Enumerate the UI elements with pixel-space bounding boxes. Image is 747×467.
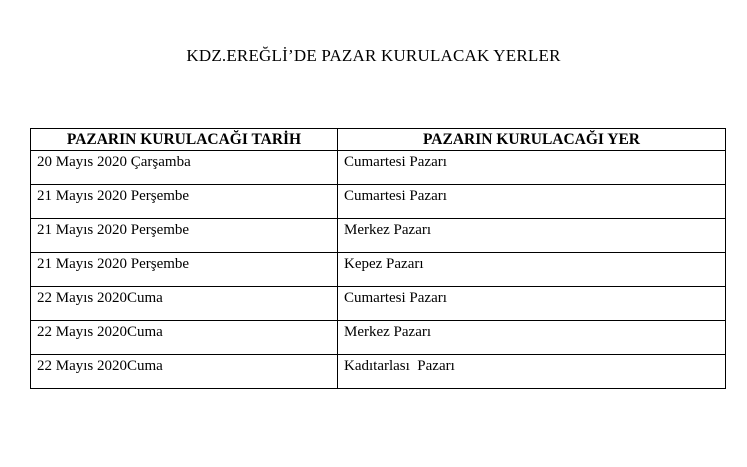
date-cell: 22 Mayıs 2020Cuma [31,355,338,389]
table-header-row [31,129,726,151]
place-cell: Merkez Pazarı [338,219,726,253]
table-row [31,287,726,321]
table-row [31,185,726,219]
table-row [31,321,726,355]
table-row [31,151,726,185]
place-cell: Merkez Pazarı [338,321,726,355]
place-cell: Cumartesi Pazarı [338,287,726,321]
place-cell: Kepez Pazarı [338,253,726,287]
place-cell: Kadıtarlası Pazarı [338,355,726,389]
date-cell: 21 Mayıs 2020 Perşembe [31,253,338,287]
date-cell: 21 Mayıs 2020 Perşembe [31,185,338,219]
header-date: PAZARIN KURULACAĞI TARİH [31,129,338,151]
date-cell: 22 Mayıs 2020Cuma [31,321,338,355]
date-cell: 20 Mayıs 2020 Çarşamba [31,151,338,185]
table-row [31,253,726,287]
market-schedule-table [30,128,726,389]
table-row [31,355,726,389]
place-cell: Cumartesi Pazarı [338,185,726,219]
table-row [31,219,726,253]
header-place: PAZARIN KURULACAĞI YER [338,129,726,151]
place-cell: Cumartesi Pazarı [338,151,726,185]
document-title: KDZ.EREĞLİ’DE PAZAR KURULACAK YERLER [186,46,561,65]
date-cell: 21 Mayıs 2020 Perşembe [31,219,338,253]
date-cell: 22 Mayıs 2020Cuma [31,287,338,321]
